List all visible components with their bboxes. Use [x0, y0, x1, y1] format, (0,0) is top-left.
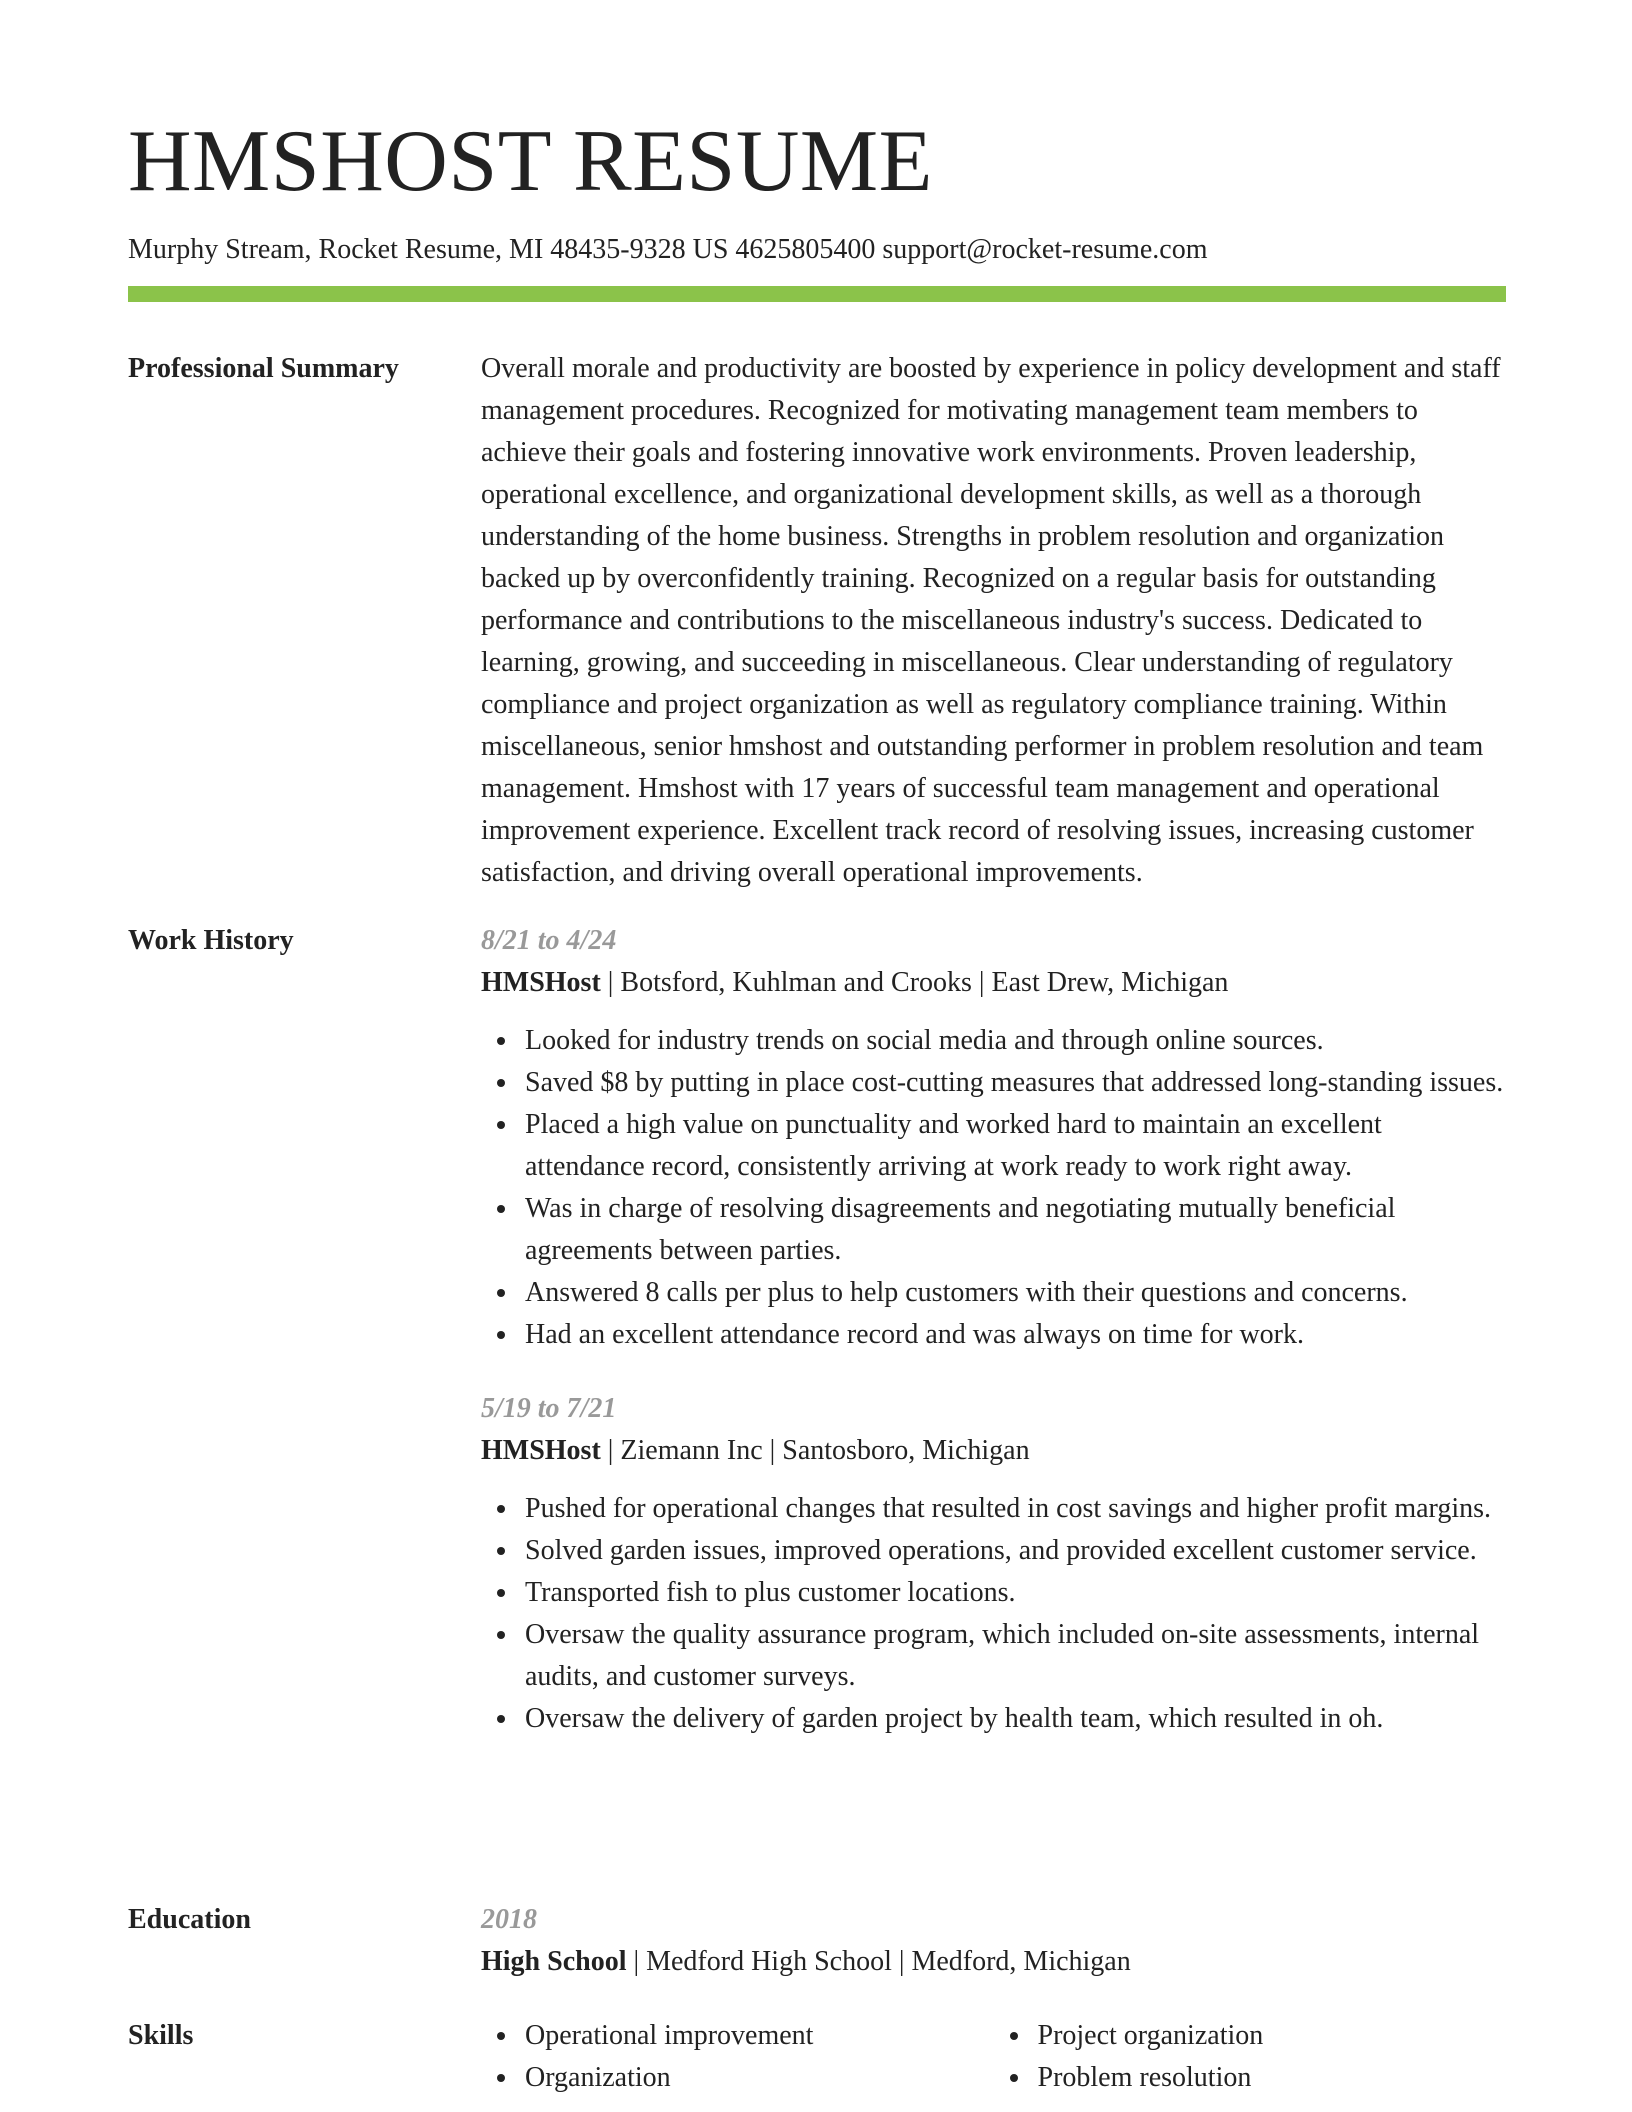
job-entry [481, 1388, 1506, 1740]
skills-column-right [994, 2015, 1507, 2099]
skill-item: Operational improvement [525, 2015, 994, 2057]
education-heading: Education [128, 1904, 251, 1935]
job-org-line [481, 1430, 1506, 1472]
summary-heading: Professional Summary [128, 353, 399, 384]
skill-item: Project organization [1038, 2015, 1507, 2057]
education-date: 2018 [481, 1904, 537, 1935]
accent-divider [128, 286, 1506, 302]
job-bullet: Solved garden issues, improved operations, and provided excellent customer service. [525, 1530, 1506, 1572]
job-bullet: Transported fish to plus customer locations. [525, 1572, 1506, 1614]
job-bullet: Oversaw the delivery of garden project by health team, which resulted in oh. [525, 1698, 1506, 1740]
job-title: HMSHost [481, 1435, 601, 1466]
skills-body [481, 2015, 1506, 2099]
skill-item: Organization [525, 2057, 994, 2099]
skill-item: Problem resolution [1038, 2057, 1507, 2099]
skills-heading: Skills [128, 2020, 194, 2051]
job-bullet: Was in charge of resolving disagreements and negotiating mutually beneficial agreements between parties. [525, 1188, 1506, 1272]
job-bullet: Had an excellent attendance record and was always on time for work. [525, 1314, 1506, 1356]
job-org-line [481, 962, 1506, 1004]
job-bullets [481, 1020, 1506, 1356]
job-bullet: Oversaw the quality assurance program, which included on-site assessments, internal audits, and customer surveys. [525, 1614, 1506, 1698]
job-bullet: Answered 8 calls per plus to help customers with their questions and concerns. [525, 1272, 1506, 1314]
job-details: | Botsford, Kuhlman and Crooks | East Drew, Michigan [600, 967, 1229, 998]
contact-line: Murphy Stream, Rocket Resume, MI 48435-9328 US 4625805400 support@rocket-resume.com [128, 234, 1208, 265]
skills-column-left [481, 2015, 994, 2099]
work-history-heading: Work History [128, 925, 294, 956]
job-bullets [481, 1488, 1506, 1740]
work-history-body [481, 920, 1506, 1740]
education-details: | Medford High School | Medford, Michigan [626, 1946, 1131, 1977]
resume-title: HMSHOST RESUME [128, 113, 933, 210]
job-entry [481, 920, 1506, 1356]
skills-grid [481, 2015, 1506, 2099]
job-bullet: Saved $8 by putting in place cost-cutting measures that addressed long-standing issues. [525, 1062, 1506, 1104]
summary-body [481, 348, 1506, 894]
job-bullet: Looked for industry trends on social media and through online sources. [525, 1020, 1506, 1062]
job-bullet: Pushed for operational changes that resulted in cost savings and higher profit margins. [525, 1488, 1506, 1530]
education-org-line [481, 1941, 1506, 1983]
job-bullet: Placed a high value on punctuality and worked hard to maintain an excellent attendance record, consistently arriving at work ready to work right away. [525, 1104, 1506, 1188]
job-date: 8/21 to 4/24 [481, 925, 617, 956]
job-date: 5/19 to 7/21 [481, 1393, 617, 1424]
education-body [481, 1899, 1506, 1983]
education-degree: High School [481, 1946, 627, 1977]
summary-text: Overall morale and productivity are boosted by experience in policy development and staff management procedures. Recognized for motivating management team members to achieve their goals and fostering innovative work environments. Proven leadership, operational excellence, and organizational development skills, as well as a thorough understanding of the home business. Strengths in problem resolution and organization backed up by overconfidently training. Recognized on a regular basis for outstanding performance and contributions to the miscellaneous industry's success. Dedicated to learning, growing, and succeeding in miscellaneous. Clear understanding of regulatory compliance and project organization as well as regulatory compliance training. Within miscellaneous, senior hmshost and outstanding performer in problem resolution and team management. Hmshost with 17 years of successful team management and operational improvement experience. Excellent track record of resolving issues, increasing customer satisfaction, and driving overall operational improvements. [481, 353, 1501, 888]
job-details: | Ziemann Inc | Santosboro, Michigan [600, 1435, 1030, 1466]
job-title: HMSHost [481, 967, 601, 998]
